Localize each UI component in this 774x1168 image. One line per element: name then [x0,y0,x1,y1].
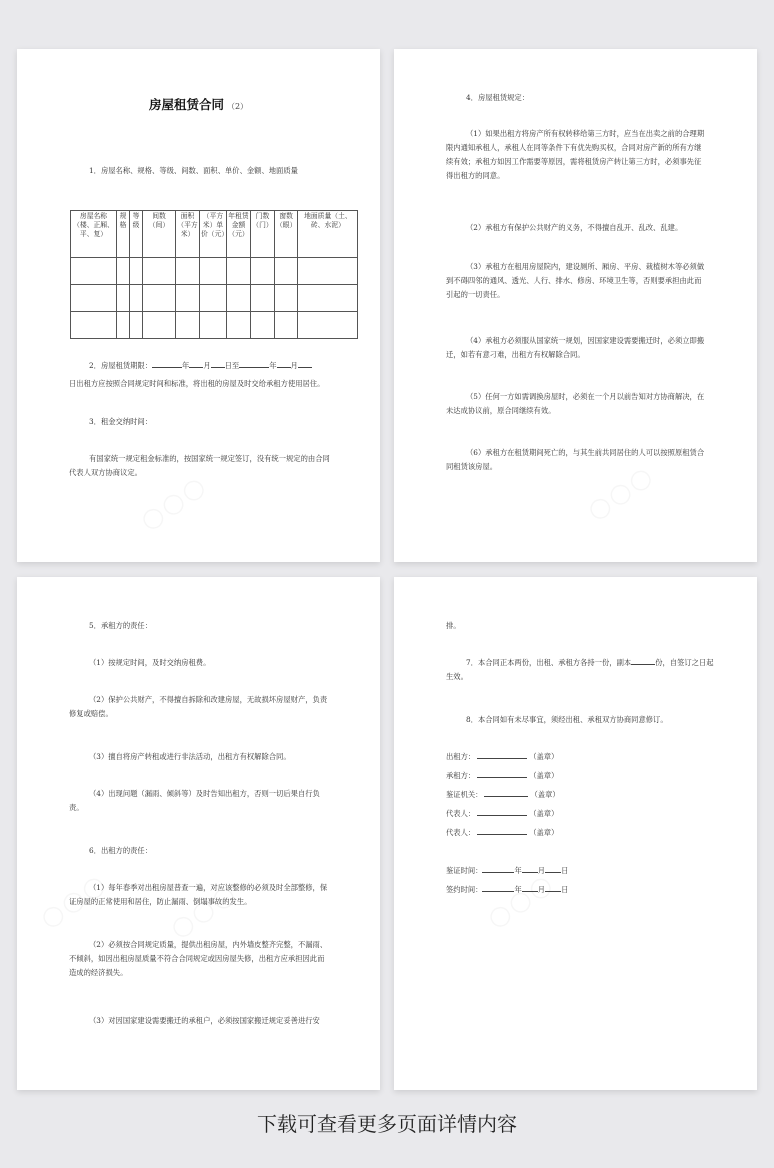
landlord-duty-1: （1）每年春季对出租房屋普查一遍，对应该整修的必须及时全部整修，保证房屋的正常使用和居住，防止漏雨、倒塌事故的发生。 [69,883,328,906]
month-label: 月 [203,361,211,370]
rule-5: （5）任何一方如需调换房屋时，必须在一个月以前告知对方协商解决，在未达成协议前，原合同继续有效。 [446,392,705,415]
signer-row [446,826,558,840]
signer-label: 承租方： [446,771,476,780]
continuation-text: 排。 [446,621,461,630]
year-label: 年 [182,361,190,370]
table-row [71,312,358,339]
landlord-duty-3: （3）对因国家建设需要搬迁的承租户，必须按国家搬迁规定妥善进行安 [89,1016,320,1025]
signer-row [446,769,558,783]
seal-label: （盖章） [529,752,559,761]
rule-1: （1）如果出租方将房产所有权转移给第三方时，应当在出卖之前的合理期限内通知承租人，承租人在同等条件下有优先购买权，合同对房产新的所有方继续有效；承租方如因工作需要等原因，需将租赁房产转让第三方时，必须事先征得出租方的同意。 [446,129,705,180]
table-header-cell: 房屋名称（楼、正厢、平、复） [71,211,117,258]
section-7 [446,656,714,684]
year-label: 年 [269,361,277,370]
attestation-date [446,864,568,878]
section-1-heading: 1．房屋名称、规格、等级、间数、面积、单价、金额、地面质量 [89,166,298,175]
tenant-duty-2: （2）保护公共财产，不得擅自拆除和改建房屋，无故损坏房屋财产，负责修复或赔偿。 [69,695,328,718]
signer-row [446,807,558,821]
section-5-heading: 5．承租方的责任： [89,621,153,630]
table-header-cell: 地面质量（土、砖、水泥） [298,211,358,258]
lease-term-label: 2．房屋租赁期限： [89,361,153,370]
seal-label: （盖章） [529,828,559,837]
landlord-duty-2: （2）必须按合同规定质量，提供出租房屋，内外墙皮整齐完整，不漏雨、不倾斜，如因出租房屋质量不符合合同规定或因房屋失修，出租方应承担因此而造成的经济损失。 [69,940,328,977]
date-label: 鉴证时间： [446,866,483,875]
signer-label: 出租方： [446,752,476,761]
table-header-cell: 面积（平方米） [176,211,200,258]
table-row [71,258,358,285]
rule-4: （4）承租方必须服从国家统一规划，因国家建设需要搬迁时，必须立即搬迁，如若有意刁难，出租方有权解除合同。 [446,336,705,359]
year-label: 年 [514,866,522,875]
signer-row [446,750,558,764]
table-header-cell: 等级 [130,211,143,258]
table-header-cell: （平方米）单价（元） [200,211,227,258]
contract-title: 房屋租赁合同 [148,97,224,112]
contract-title-number: （2） [226,102,249,111]
year-label: 年 [514,885,522,894]
section-7-text-end: 份，自签订之日起生效。 [446,658,714,681]
signer-label: 代表人： [446,828,476,837]
section-2-line-1 [89,359,312,373]
section-6-heading: 6．出租方的责任： [89,846,153,855]
section-7-text: 7．本合同正本两份，出租、承租方各持一份，副本 [466,658,632,667]
seal-label: （盖章） [529,809,559,818]
section-8: 8．本合同如有未尽事宜，须经出租、承租双方协商同意修订。 [466,715,668,724]
table-header-cell: 门数（门） [251,211,275,258]
table-header-cell: 年租赁金额（元） [227,211,251,258]
month-label: 月 [537,866,546,875]
table-header-row [71,211,358,258]
table-row [71,285,358,312]
tenant-duty-1: （1）按规定时间，及时交纳房租费。 [89,658,211,667]
day-to-label: 日至 [224,361,240,370]
document-title [17,93,380,117]
document-page-2 [394,49,757,562]
seal-label: （盖章） [530,790,560,799]
table-header-cell: 间数（间） [143,211,176,258]
document-page-1 [17,49,380,562]
signing-date [446,883,568,897]
document-page-4 [394,577,757,1090]
signer-row [446,788,560,802]
date-label: 签约时间： [446,885,483,894]
tenant-duty-3: （3）擅自将房产转租或进行非法活动，出租方有权解除合同。 [89,752,291,761]
property-table [70,210,358,339]
table-header-cell: 窗数（眼） [275,211,298,258]
day-label: 日 [561,866,569,875]
signer-label: 鉴证机关： [446,790,483,799]
month-label: 月 [290,361,298,370]
tenant-duty-4: （4）出现问题（漏雨、倾斜等）及时告知出租方，否则一切后果自行负责。 [69,789,320,812]
signer-label: 代表人： [446,809,476,818]
section-3-heading: 3．租金交纳时间： [89,417,153,426]
rule-6: （6）承租方在租赁期间死亡的，与其生前共同居住的人可以按照原租赁合同租赁该房屋。 [446,448,705,471]
seal-label: （盖章） [529,771,559,780]
section-2-body: 日出租方应按照合同规定时间和标准，将出租的房屋及时交给承租方使用居住。 [69,379,325,388]
section-3-body: 有国家统一规定租金标准的，按国家统一规定签订，没有统一规定的由合同代表人双方协商议定。 [69,454,330,477]
rule-2: （2）承租方有保护公共财产的义务，不得擅自乱开、乱改、乱建。 [466,223,683,232]
table-header-cell: 规格 [117,211,130,258]
day-label: 日 [561,885,569,894]
document-page-3 [17,577,380,1090]
section-4-heading: 4．房屋租赁规定： [466,93,530,102]
download-more-caption: 下载可查看更多页面详情内容 [257,1112,517,1136]
rule-3: （3）承租方在租用房屋院内，建设厕所、厢房、平房、栽植树木等必须做到不碍四邻的通风、透光、人行、排水、修房、环境卫生等，否则要承担由此而引起的一切责任。 [446,262,705,299]
month-label: 月 [537,885,546,894]
